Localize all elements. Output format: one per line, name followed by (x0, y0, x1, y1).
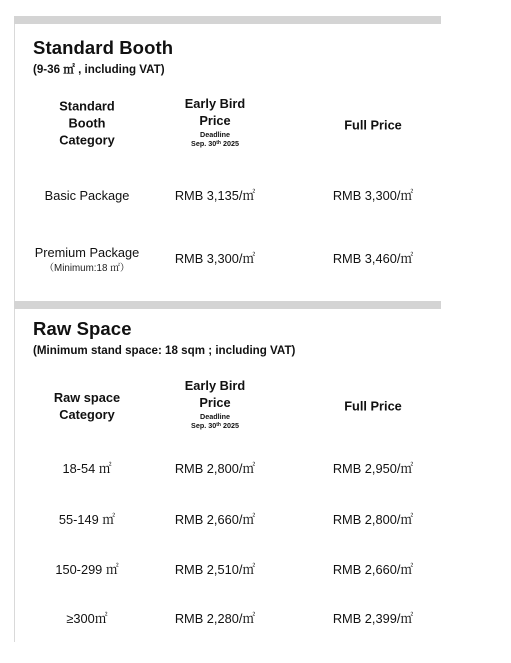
minimum-note: （Minimum:18 ㎡） (44, 263, 130, 274)
standard-row-category-label: Premium Package (34, 245, 140, 260)
standard-row-full-price: RMB 3,460/㎡ (332, 251, 414, 266)
raw-row-early-bird: RMB 2,660/㎡ (174, 512, 256, 527)
standard-booth-title: Standard Booth (33, 37, 174, 58)
standard-booth-subtitle: (9-36 ㎡ , including VAT) (33, 63, 165, 76)
raw-row-category: 18-54 ㎡ (62, 461, 112, 476)
raw-early-bird-header (185, 377, 245, 430)
left-border-standard (14, 24, 15, 301)
early-bird-header-line: Price (199, 395, 231, 410)
deadline-date-prefix: Sep. 30 (191, 139, 217, 148)
raw-space-title: Raw Space (33, 318, 132, 339)
left-border-raw (14, 309, 15, 642)
deadline-label: Deadline (200, 412, 230, 421)
deadline-date (185, 139, 245, 148)
deadline-date-prefix: Sep. 30 (191, 421, 217, 430)
raw-category-header-line: Raw space (53, 390, 121, 405)
standard-row-early-bird: RMB 3,300/㎡ (174, 251, 256, 266)
raw-row-full-price: RMB 2,660/㎡ (332, 562, 414, 577)
deadline-label: Deadline (200, 130, 230, 139)
raw-row-full-price: RMB 2,399/㎡ (332, 611, 414, 626)
raw-row-category: 55-149 ㎡ (58, 512, 116, 527)
price-sheet (14, 16, 441, 642)
middle-divider-bar (14, 301, 441, 309)
raw-row-early-bird: RMB 2,510/㎡ (174, 562, 256, 577)
standard-row-early-bird: RMB 3,135/㎡ (174, 188, 256, 203)
standard-row-full-price: RMB 3,300/㎡ (332, 188, 414, 203)
standard-row-category: Basic Package (44, 188, 130, 203)
deadline-date-year: 2025 (220, 139, 239, 148)
raw-row-category: 150-299 ㎡ (55, 562, 119, 577)
raw-row-full-price: RMB 2,800/㎡ (332, 512, 414, 527)
standard-category-header (59, 98, 114, 149)
deadline-date (185, 421, 245, 430)
raw-category-header (54, 389, 120, 423)
standard-category-header-line: Booth (68, 115, 106, 131)
raw-space-subtitle: (Minimum stand space: 18 sqm ; including VAT) (33, 344, 296, 357)
standard-row-category (35, 244, 140, 276)
raw-row-full-price: RMB 2,950/㎡ (332, 461, 414, 476)
deadline-date-suffix: th (216, 422, 221, 428)
deadline-date-year: 2025 (220, 421, 239, 430)
early-bird-header-line: Early Bird (184, 96, 246, 111)
standard-category-header-line: Standard (59, 98, 115, 114)
top-divider-bar (14, 16, 441, 24)
early-bird-header-line: Price (199, 113, 231, 128)
raw-category-header-line: Category (59, 407, 115, 422)
standard-full-price-header: Full Price (344, 117, 402, 133)
standard-early-bird-header (185, 95, 245, 148)
raw-row-early-bird: RMB 2,280/㎡ (174, 611, 256, 626)
raw-row-category: ≥300㎡ (66, 611, 108, 626)
raw-row-early-bird: RMB 2,800/㎡ (174, 461, 256, 476)
early-bird-header-line: Early Bird (184, 378, 246, 393)
deadline-date-suffix: th (216, 140, 221, 146)
raw-full-price-header: Full Price (344, 398, 402, 414)
standard-category-header-line: Category (59, 132, 115, 148)
